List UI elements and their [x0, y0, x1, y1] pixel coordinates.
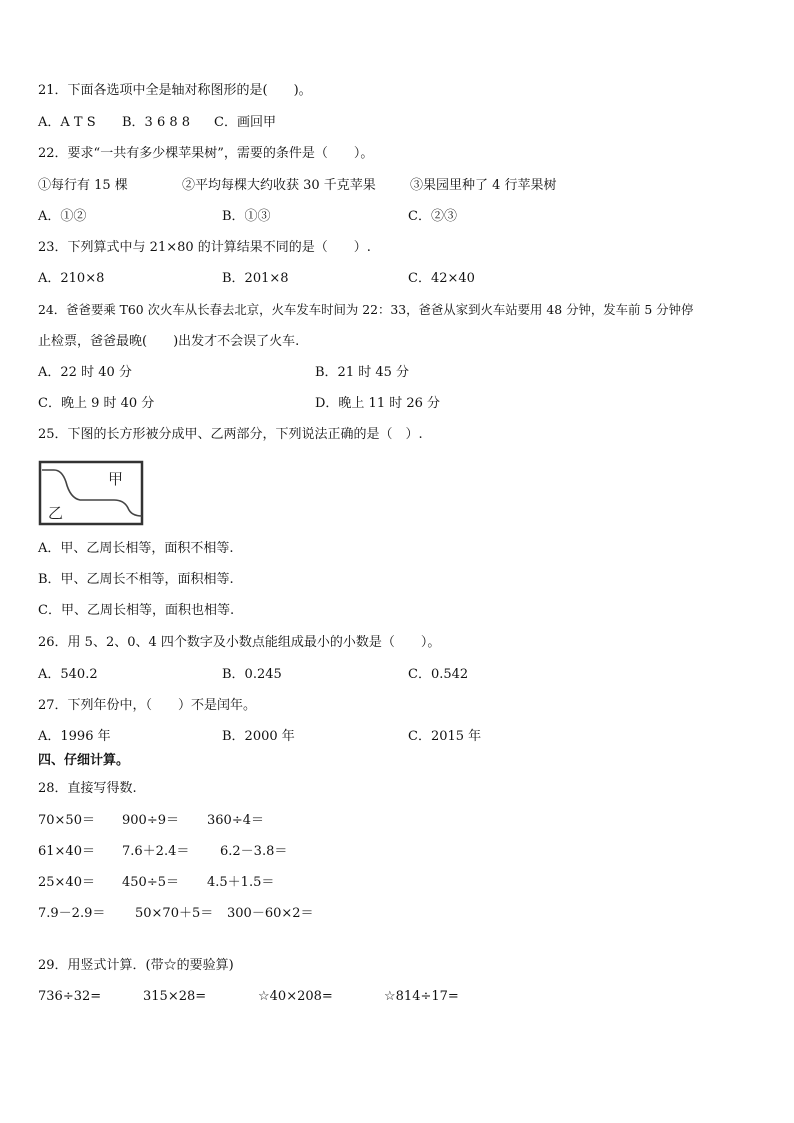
- q28-expr: 300－60×2＝: [227, 906, 314, 921]
- q26-option-a: A．540.2: [38, 667, 98, 682]
- q24-stem-line2: 止检票，爸爸最晚( )出发才不会误了火车.: [38, 334, 300, 349]
- q28-expr: 25×40＝: [38, 875, 95, 890]
- q25-option-a: A．甲、乙周长相等，面积不相等.: [38, 541, 234, 556]
- q22-option-a: A．①②: [38, 209, 87, 224]
- q28-expr: 900÷9＝: [122, 813, 179, 828]
- q21-option-b: B．3 6 8 8: [122, 115, 191, 130]
- q25-rectangle-figure: [38, 460, 144, 526]
- q28-expr: 4.5＋1.5＝: [207, 875, 275, 890]
- q23-option-c: C．42×40: [408, 271, 475, 286]
- q23-option-a: A．210×8: [38, 271, 105, 286]
- q24-stem-line1: 24．爸爸要乘 T60 次火车从长春去北京，火车发车时间为 22：33，爸爸从家到火车站要用 48 分钟，发车前 5 分钟停: [38, 302, 694, 317]
- q29-item: ☆814÷17=: [384, 989, 459, 1004]
- q28-expr: 7.6＋2.4＝: [122, 844, 190, 859]
- q21-stem: 21．下面各选项中全是轴对称图形的是( )。: [38, 83, 312, 98]
- q29-stem: 29．用竖式计算．(带☆的要验算): [38, 958, 234, 973]
- q21-option-a: A．A T S: [38, 115, 96, 130]
- q22-stem: 22．要求“一共有多少棵苹果树”，需要的条件是（ ）。: [38, 146, 374, 161]
- q24-option-b: B．21 时 45 分: [315, 365, 410, 380]
- q27-stem: 27．下列年份中，（ ）不是闰年。: [38, 698, 257, 713]
- q28-expr: 6.2－3.8＝: [220, 844, 288, 859]
- q28-expr: 360÷4＝: [207, 813, 264, 828]
- q27-option-c: C．2015 年: [408, 729, 482, 744]
- q27-option-b: B．2000 年: [222, 729, 295, 744]
- q25-option-c: C．甲、乙周长相等，面积也相等.: [38, 603, 235, 618]
- q26-option-c: C．0.542: [408, 667, 469, 682]
- q23-option-b: B．201×8: [222, 271, 289, 286]
- q24-option-a: A．22 时 40 分: [38, 365, 132, 380]
- q29-item: 315×28=: [143, 989, 207, 1004]
- q27-option-a: A．1996 年: [38, 729, 111, 744]
- q28-stem: 28．直接写得数.: [38, 781, 137, 796]
- section4-title: 四、仔细计算。: [38, 753, 130, 768]
- q28-expr: 7.9－2.9＝: [38, 906, 106, 921]
- q22-option-c: C．②③: [408, 209, 457, 224]
- q25-stem: 25．下图的长方形被分成甲、乙两部分，下列说法正确的是（ ）.: [38, 427, 423, 442]
- q26-option-b: B．0.245: [222, 667, 282, 682]
- q23-stem: 23．下列算式中与 21×80 的计算结果不同的是（ ）.: [38, 240, 371, 255]
- q28-expr: 70×50＝: [38, 813, 95, 828]
- q22-option-b: B．①③: [222, 209, 271, 224]
- q28-expr: 50×70＋5＝: [135, 906, 214, 921]
- q24-option-d: D．晚上 11 时 26 分: [315, 396, 441, 411]
- q26-stem: 26．用 5、2、0、4 四个数字及小数点能组成最小的小数是（ ）。: [38, 635, 441, 650]
- q22-condition-3: ③果园里种了 4 行苹果树: [410, 178, 557, 193]
- q22-condition-2: ②平均每棵大约收获 30 千克苹果: [182, 178, 376, 193]
- q24-option-c: C．晚上 9 时 40 分: [38, 396, 155, 411]
- q25-option-b: B．甲、乙周长不相等，面积相等.: [38, 572, 234, 587]
- q21-option-c: C．画回甲: [214, 115, 276, 130]
- q28-expr: 61×40＝: [38, 844, 95, 859]
- q29-item: 736÷32=: [38, 989, 102, 1004]
- q25-label-yi: 乙: [48, 504, 64, 522]
- q29-item: ☆40×208=: [258, 989, 333, 1004]
- q22-condition-1: ①每行有 15 棵: [38, 178, 128, 193]
- q28-expr: 450÷5＝: [122, 875, 179, 890]
- q25-label-jia: 甲: [108, 470, 124, 488]
